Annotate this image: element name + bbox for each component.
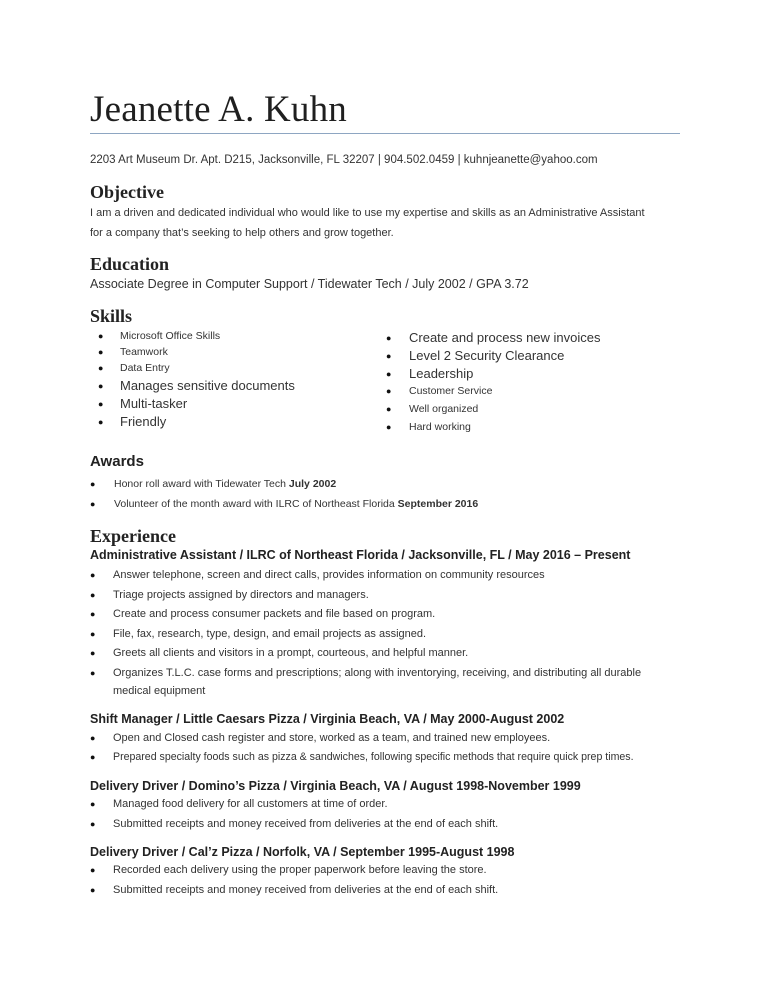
list-item bbox=[90, 608, 700, 628]
bullet-icon: ● bbox=[90, 751, 96, 762]
list-item bbox=[386, 420, 686, 438]
bullet-text: Triage projects assigned by directors and managers. bbox=[113, 588, 369, 601]
skill-label: Well organized bbox=[409, 403, 479, 415]
bullet-icon: ● bbox=[98, 399, 104, 409]
list-item bbox=[90, 569, 700, 589]
bullet-icon: ● bbox=[90, 628, 96, 639]
header-rule bbox=[90, 133, 680, 134]
bullet-text: File, fax, research, type, design, and email projects as assigned. bbox=[113, 627, 427, 640]
bullet-icon: ● bbox=[90, 667, 96, 678]
bullet-icon: ● bbox=[386, 351, 392, 361]
award-text: Honor roll award with Tidewater Tech bbox=[114, 478, 289, 490]
list-item bbox=[386, 402, 686, 420]
skill-label: Multi-tasker bbox=[120, 396, 188, 411]
list-item bbox=[90, 667, 700, 685]
bullet-icon: ● bbox=[386, 386, 392, 396]
skills-right-list bbox=[386, 330, 686, 438]
list-item bbox=[90, 478, 690, 498]
list-item bbox=[386, 366, 686, 384]
bullet-text: Managed food delivery for all customers at time of order. bbox=[113, 798, 388, 810]
bullet-text: Recorded each delivery using the proper paperwork before leaving the store. bbox=[113, 864, 487, 876]
bullet-icon: ● bbox=[90, 733, 96, 743]
list-item bbox=[90, 732, 710, 751]
list-item bbox=[90, 647, 700, 667]
list-item bbox=[98, 346, 368, 362]
bullet-icon: ● bbox=[90, 609, 96, 619]
skill-label: Customer Service bbox=[409, 385, 493, 397]
bullet-text: Organizes T.L.C. case forms and prescriptions; along with inventorying, receiving, and distributing all durable bbox=[113, 666, 642, 679]
skill-label: Teamwork bbox=[120, 346, 168, 358]
skill-label: Data Entry bbox=[120, 362, 170, 374]
list-item bbox=[98, 362, 368, 378]
bullet-text: Create and process consumer packets and file based on program. bbox=[113, 608, 436, 620]
list-item bbox=[386, 348, 686, 366]
job-bullets bbox=[90, 798, 700, 837]
bullet-icon: ● bbox=[386, 369, 392, 379]
job-bullets bbox=[90, 732, 710, 769]
bullet-icon: ● bbox=[98, 363, 104, 373]
skill-label: Level 2 Security Clearance bbox=[409, 348, 565, 363]
objective-line-1: I am a driven and dedicated individual who would like to use my expertise and skills as an Administrative Assistant bbox=[90, 207, 645, 219]
bullet-text: Open and Closed cash register and store, worked as a team, and trained new employees. bbox=[113, 732, 551, 744]
list-item bbox=[90, 818, 700, 838]
list-item bbox=[386, 384, 686, 402]
list-item bbox=[90, 628, 700, 648]
contact-line: 2203 Art Museum Dr. Apt. D215, Jacksonville, FL 32207 | 904.502.0459 | kuhnjeanette@yahoo.com bbox=[90, 154, 598, 166]
job-bullets bbox=[90, 864, 700, 903]
bullet-text: Submitted receipts and money received from deliveries at the end of each shift. bbox=[113, 817, 499, 830]
education-heading: Education bbox=[90, 254, 170, 274]
bullet-text: Greets all clients and visitors in a prompt, courteous, and helpful manner. bbox=[113, 647, 469, 659]
list-item bbox=[98, 414, 368, 432]
skill-label: Create and process new invoices bbox=[409, 330, 601, 345]
awards-heading: Awards bbox=[90, 453, 144, 470]
experience-heading: Experience bbox=[90, 526, 176, 546]
list-item bbox=[90, 589, 700, 609]
award-text: Volunteer of the month award with ILRC of Northeast Florida bbox=[114, 498, 398, 510]
bullet-icon: ● bbox=[98, 417, 104, 427]
bullet-icon: ● bbox=[386, 404, 392, 414]
bullet-icon: ● bbox=[90, 865, 96, 875]
job-title: Delivery Driver / Domino’s Pizza / Virginia Beach, VA / August 1998-November 1999 bbox=[90, 779, 581, 793]
job-title: Administrative Assistant / ILRC of Northeast Florida / Jacksonville, FL / May 2016 – Present bbox=[90, 548, 631, 562]
skill-label: Leadership bbox=[409, 366, 474, 381]
bullet-icon: ● bbox=[90, 570, 96, 580]
list-item bbox=[98, 330, 368, 346]
job-title: Delivery Driver / Cal’z Pizza / Norfolk, VA / September 1995-August 1998 bbox=[90, 845, 515, 859]
resume-name: Jeanette A. Kuhn bbox=[90, 89, 347, 130]
bullet-text: Prepared specialty foods such as pizza & sandwiches, following specific methods that require quick prep times. bbox=[113, 750, 634, 763]
list-item bbox=[90, 864, 700, 884]
list-item bbox=[90, 751, 710, 770]
job-title: Shift Manager / Little Caesars Pizza / Virginia Beach, VA / May 2000-August 2002 bbox=[90, 712, 565, 726]
skill-label: Microsoft Office Skills bbox=[120, 330, 221, 342]
list-item bbox=[386, 330, 686, 348]
bullet-icon: ● bbox=[90, 884, 96, 895]
bullet-text: medical equipment bbox=[113, 684, 206, 697]
bullet-icon: ● bbox=[90, 648, 96, 658]
skills-heading: Skills bbox=[90, 306, 133, 326]
bullet-icon: ● bbox=[90, 479, 96, 489]
job-bullets bbox=[90, 569, 700, 704]
award-date: September 2016 bbox=[397, 498, 479, 510]
awards-list bbox=[90, 478, 690, 518]
bullet-icon: ● bbox=[386, 422, 392, 432]
list-item bbox=[90, 798, 700, 818]
skill-label: Hard working bbox=[409, 421, 471, 433]
education-text: Associate Degree in Computer Support / Tidewater Tech / July 2002 / GPA 3.72 bbox=[90, 277, 529, 291]
bullet-icon: ● bbox=[98, 331, 104, 341]
objective-heading: Objective bbox=[90, 182, 164, 202]
bullet-icon: ● bbox=[90, 818, 96, 829]
list-item bbox=[98, 396, 368, 414]
list-item bbox=[90, 884, 700, 904]
bullet-icon: ● bbox=[90, 589, 96, 600]
bullet-icon: ● bbox=[98, 381, 104, 391]
award-date: July 2002 bbox=[288, 478, 337, 490]
list-item bbox=[90, 685, 700, 704]
objective-line-2: for a company that’s seeking to help others and grow together. bbox=[90, 227, 394, 239]
list-item bbox=[98, 378, 368, 396]
bullet-icon: ● bbox=[98, 347, 104, 357]
bullet-text: Submitted receipts and money received from deliveries at the end of each shift. bbox=[113, 883, 499, 896]
bullet-icon: ● bbox=[386, 333, 392, 343]
skills-left-list bbox=[98, 330, 368, 432]
bullet-icon: ● bbox=[90, 499, 96, 509]
skill-label: Manages sensitive documents bbox=[120, 378, 295, 393]
bullet-icon: ● bbox=[90, 799, 96, 809]
bullet-text: Answer telephone, screen and direct calls, provides information on community resources bbox=[113, 569, 545, 581]
list-item bbox=[90, 498, 690, 518]
skill-label: Friendly bbox=[120, 414, 167, 429]
